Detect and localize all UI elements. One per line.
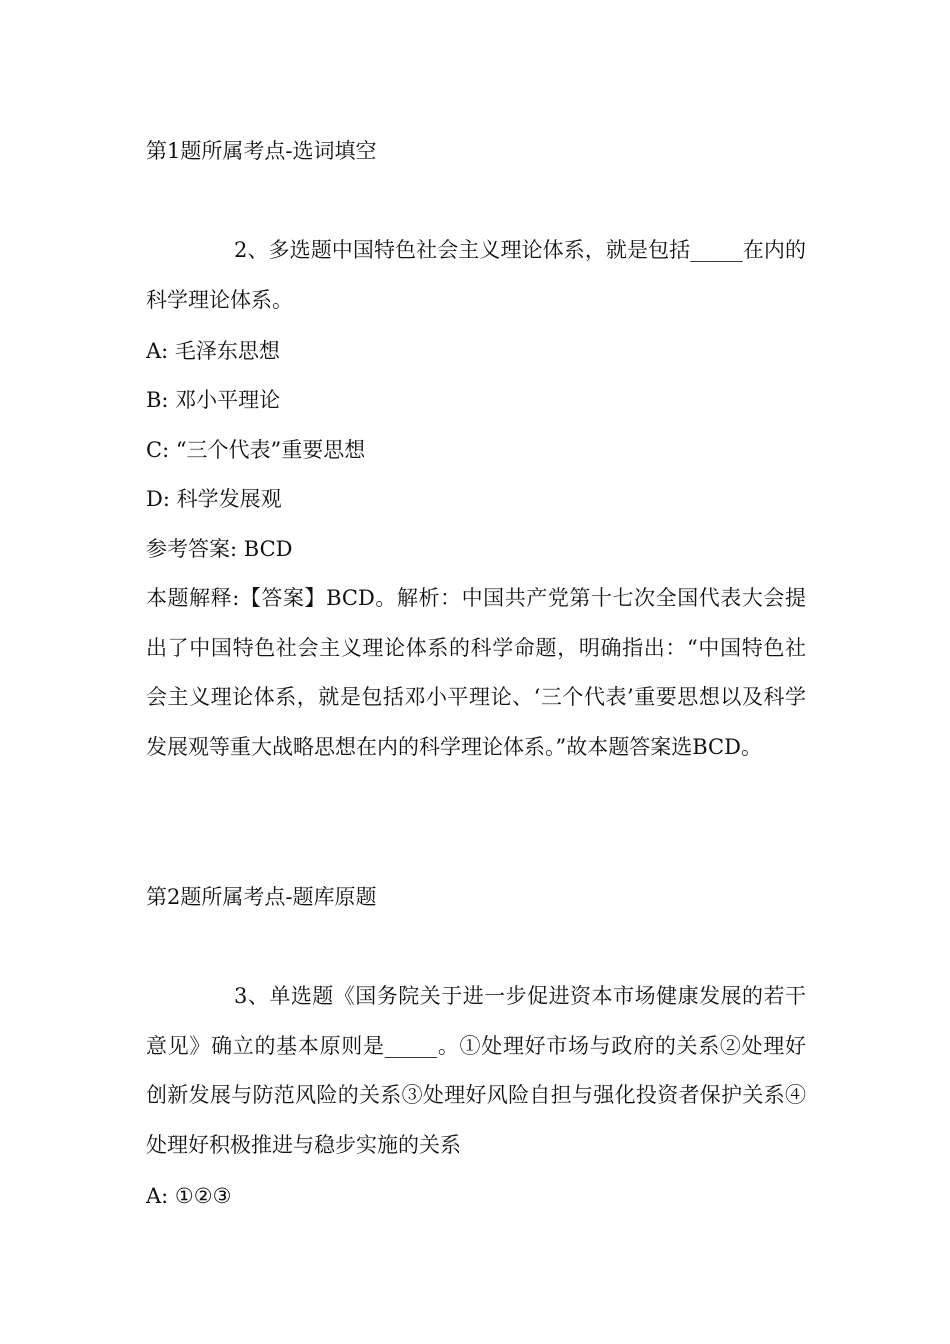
question-2-option-d: D: 科学发展观	[146, 487, 282, 511]
question-2-stem: 2、多选题中国特色社会主义理论体系，就是包括_____在内的科学理论体系。	[146, 238, 806, 312]
question-2-answer: 参考答案: BCD	[146, 537, 293, 561]
question-2-option-c: C: “三个代表”重要思想	[146, 438, 366, 462]
question-3-option-a: A: ①②③	[146, 1184, 232, 1208]
question-2-explanation: 本题解释:【答案】BCD。解析：中国共产党第十七次全国代表大会提出了中国特色社会主义理论体系的科学命题，明确指出：“中国特色社会主义理论体系，就是包括邓小平理论、‘三个代表’重要思想以及科学发展观等重大战略思想在内的科学理论体系。”故本题答案选BCD。	[146, 586, 806, 759]
question-2-option-b: B: 邓小平理论	[146, 388, 281, 412]
topic-heading-q2: 第2题所属考点-题库原题	[146, 885, 377, 909]
question-2-option-a: A: 毛泽东思想	[146, 339, 280, 363]
topic-heading-q1: 第1题所属考点-选词填空	[146, 139, 377, 163]
question-3-stem: 3、单选题《国务院关于进一步促进资本市场健康发展的若干意见》确立的基本原则是_____。①处理好市场与政府的关系②处理好创新发展与防范风险的关系③处理好风险自担与强化投资者保护关系④处理好积极推进与稳步实施的关系	[146, 984, 806, 1157]
